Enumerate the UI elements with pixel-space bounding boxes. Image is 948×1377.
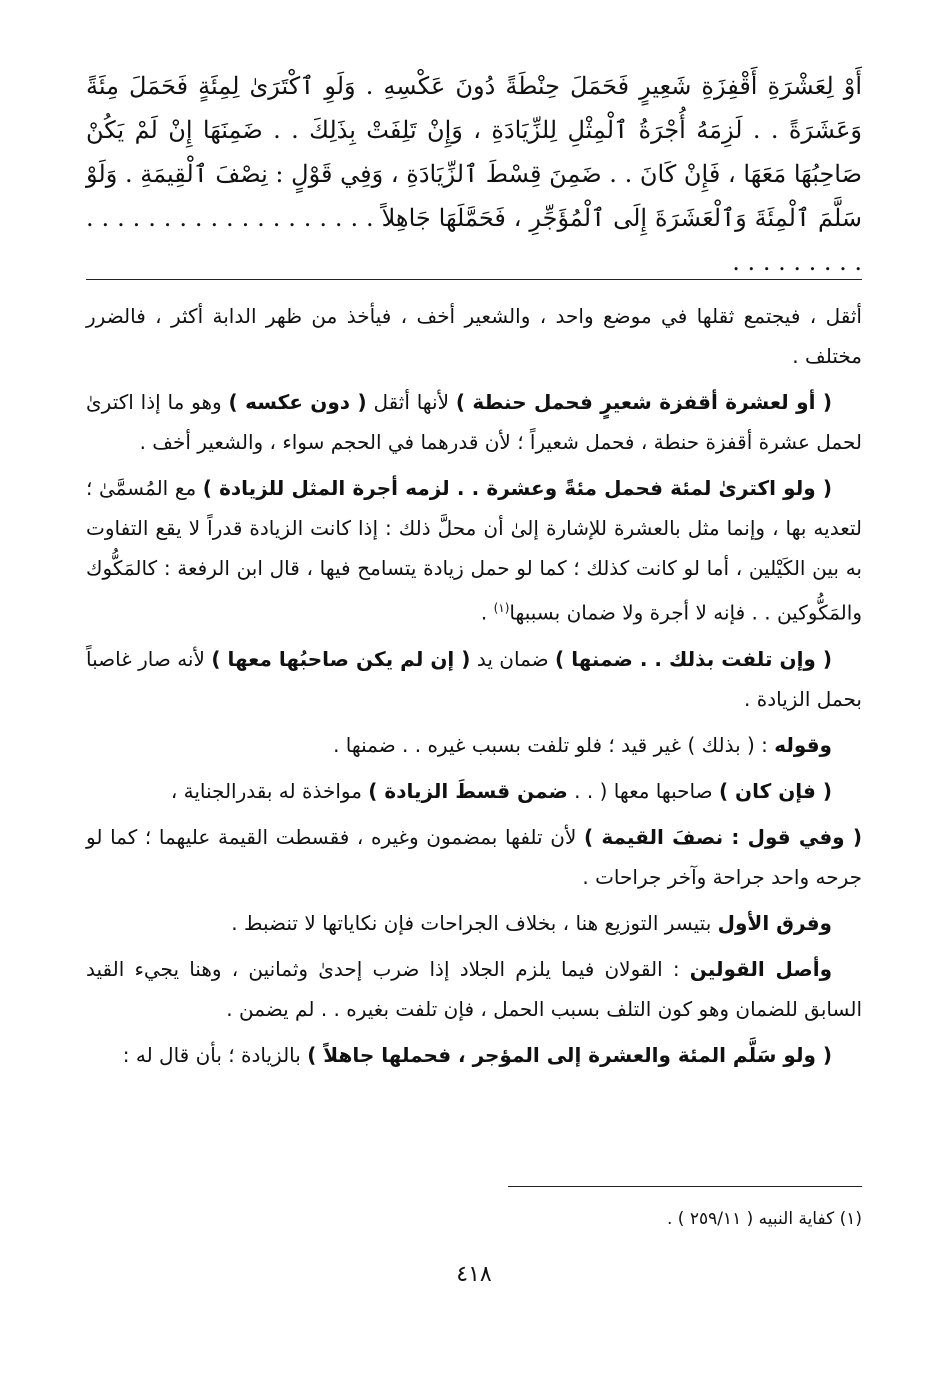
quoted-matn: ( وفي قول : نصفَ القيمة ): [584, 824, 862, 849]
commentary-paragraph-4: [86, 639, 862, 719]
matn-block: [86, 64, 862, 284]
footnote-divider: [508, 1186, 862, 1187]
commentary-text: أثقل ، فيجتمع ثقلها في موضع واحد ، والشعير أخف ، فيأخذ من ظهر الدابة أكثر ، فالضرر مختلف .: [86, 304, 862, 368]
commentary-paragraph-6: [86, 771, 862, 811]
quoted-matn: ضمن قسطَ الزيادة ): [368, 778, 568, 803]
quoted-matn: ( فإن كان ): [718, 778, 832, 803]
commentary-text: مواخذة له بقدرالجناية ،: [170, 778, 369, 803]
commentary-paragraph-8: [86, 903, 862, 943]
commentary-paragraph-1: [86, 296, 862, 376]
quoted-matn: ( إن لم يكن صاحبُها معها ): [211, 646, 471, 671]
page-number: ٤١٨: [456, 1262, 492, 1287]
matn-paragraph: أَوْ لِعَشْرَةِ أَقْفِزَةِ شَعِيرٍ فَحَمَلَ حِنْطَةً دُونَ عَكْسِهِ . وَلَوِ ٱكْتَرَىٰ لِمِئَةٍ فَحَمَلَ مِئَةً وَعَشَرَةً . . لَزِمَهُ أُجْرَةُ ٱلْمِثْلِ لِلزِّيَادَةِ ، وَإِنْ تَلِفَتْ بِذَلِكَ . . ضَمِنَهَا إِنْ لَمْ يَكُنْ صَاحِبُهَا مَعَهَا ، فَإِنْ كَانَ . . ضَمِنَ قِسْطَ ٱلزِّيَادَةِ ، وَفِي قَوْلٍ : نِصْفَ ٱلْقِيمَةِ . وَلَوْ سَلَّمَ ٱلْمِئَةَ وَٱلْعَشَرَةَ إِلَى ٱلْمُؤَجِّرِ ، فَحَمَّلَهَا جَاهِلاً . . . . . . . . . . . . . . . . . . . . . . . . . . . .: [86, 72, 863, 276]
quoted-matn: ( دون عكسه ): [228, 390, 367, 414]
commentary-paragraph-7: [86, 817, 862, 897]
quoted-matn: وفرق الأول: [717, 910, 832, 935]
quoted-matn: ( ولو اكترىٰ لمئة فحمل مئةً وعشرة . . لزمه أجرة المثل للزيادة ): [202, 476, 832, 500]
commentary-text: بالزيادة ؛ بأن قال له :: [122, 1042, 308, 1067]
quoted-matn: ( ولو سَلَّم المئة والعشرة إلى المؤجر ، فحملها جاهلاً ): [307, 1042, 832, 1067]
commentary-text: مع المُسمَّىٰ ؛ لتعديه بها ، وإنما مثل بالعشرة للإشارة إلىٰ أن محلَّ ذلك : إذا كانت الزيادة قدراً لا يقع التفاوت به بين الكَيْلين ، أما لو كانت كذلك ؛ كما لو حمل زيادة يتسامح فيها ، قال ابن الرفعة : كالمَكُّوك والمَكُّوكين . . فإنه لا أجرة ولا ضمان بسببها: [86, 476, 862, 625]
commentary-paragraph-9: [86, 949, 862, 1029]
quoted-matn: ( أو لعشرة أقفزة شعيرٍ فحمل حنطة ): [455, 390, 832, 414]
commentary-text: لأنها أثقل: [366, 390, 456, 414]
matn-divider: [86, 279, 862, 280]
quoted-matn: وقوله: [774, 732, 832, 757]
commentary-text: ضمان يد: [470, 646, 556, 671]
commentary-text: لأنه صار غاصباً بحمل الزيادة .: [86, 646, 862, 711]
matn-text: [86, 64, 862, 284]
commentary-paragraph-5: [86, 725, 862, 765]
footnote-marker[interactable]: (١): [493, 601, 510, 615]
commentary-paragraph-2: [86, 382, 862, 462]
commentary-text: لأن تلفها بمضمون وغيره ، فقسطت القيمة عليهما ؛ كما لو جرحه واحد جراحة وآخر جراحات .: [86, 824, 862, 889]
footnote: (١) كفاية النبيه ( ٢٥٩/١١ ) .: [666, 1209, 862, 1229]
quoted-matn: ( وإن تلفت بذلك . . ضمنها ): [555, 646, 833, 671]
commentary-paragraph-10: [86, 1035, 862, 1075]
commentary-text: صاحبها معها ( . .: [567, 778, 719, 803]
quoted-matn: وأصل القولين: [689, 956, 832, 981]
commentary-block: [86, 296, 862, 1081]
commentary-text: وهو ما إذا اكترىٰ لحمل عشرة أقفزة حنطة ، فحمل شعيراً ؛ لأن قدرهما في الحجم سواء ، والشعير أخف .: [86, 390, 862, 454]
commentary-text: : القولان فيما يلزم الجلاد إذا ضرب إحدىٰ وثمانين ، وهنا يجيء القيد السابق للضمان وهو كون التلف بسبب الحمل ، فإن تلفت بغيره . . لم يضمن .: [86, 956, 862, 1021]
commentary-paragraph-3: [86, 468, 862, 633]
commentary-text: بتيسر التوزيع هنا ، بخلاف الجراحات فإن نكاياتها لا تنضبط .: [231, 910, 718, 935]
commentary-text: .: [480, 600, 494, 625]
commentary-text: : ( بذلك ) غير قيد ؛ فلو تلفت بسبب غيره . . ضمنها .: [333, 732, 775, 757]
